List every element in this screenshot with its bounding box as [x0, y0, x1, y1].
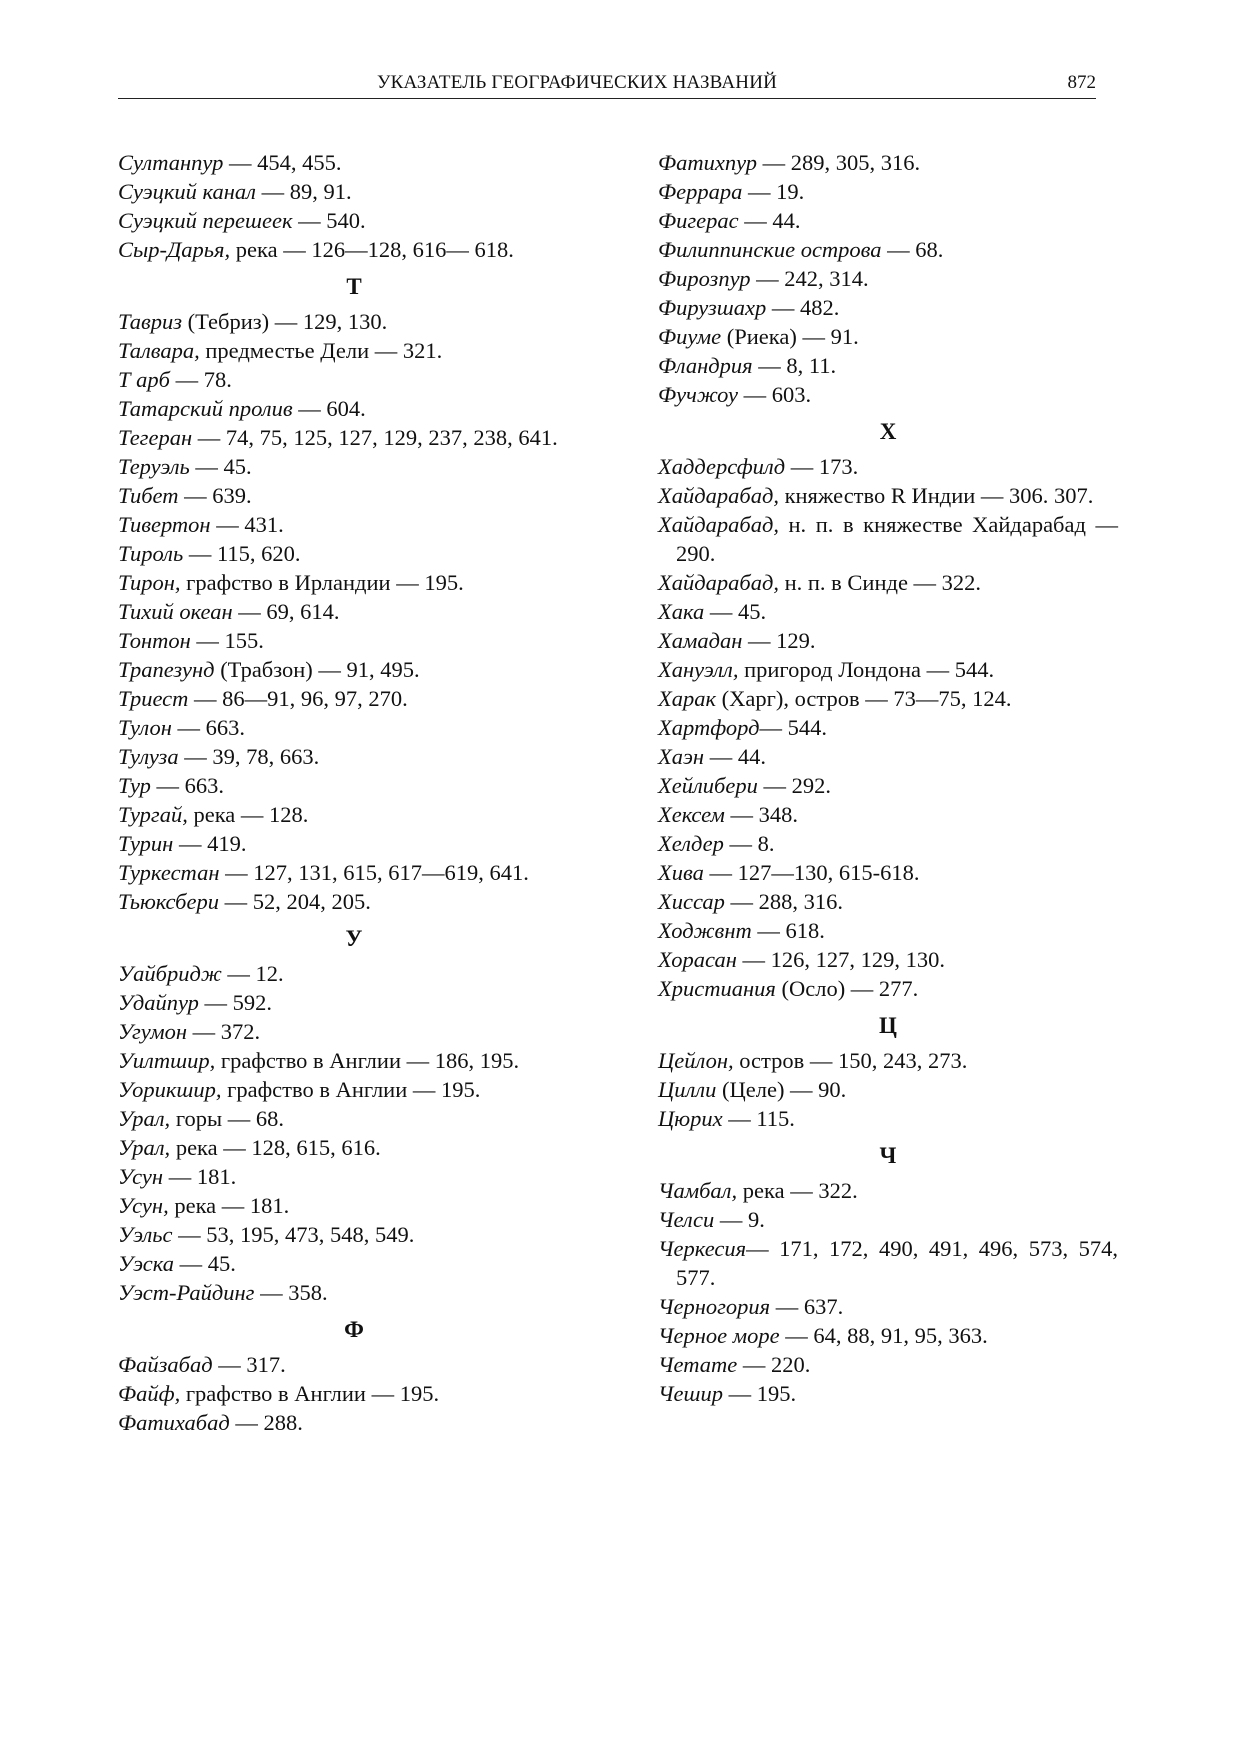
index-entry [658, 264, 1118, 293]
index-entry [658, 351, 1118, 380]
index-entry [658, 742, 1118, 771]
place-name: Хака [658, 599, 705, 624]
index-entry [658, 713, 1118, 742]
page-references: горы — 68. [170, 1106, 284, 1131]
index-entry [118, 365, 590, 394]
place-name: Тегеран [118, 425, 193, 450]
page-references: н. п. в княжестве Хайдарабад — 290. [676, 512, 1118, 566]
place-name: Тулуза [118, 744, 179, 769]
page-references: — 74, 75, 125, 127, 129, 237, 238, 641. [192, 425, 558, 450]
place-name: Фирозпур [658, 266, 751, 291]
index-entry [658, 206, 1118, 235]
place-name: Чамбал, [658, 1178, 738, 1203]
page-references: (Риека) — 91. [721, 324, 859, 349]
place-name: Хайдарабад, [658, 570, 779, 595]
page-references: — 78. [169, 367, 232, 392]
place-name: Черногория [658, 1294, 771, 1319]
place-name: Четате [658, 1352, 738, 1377]
place-name: Тулон [118, 715, 172, 740]
page-references: графство в Ирландии — 195. [180, 570, 464, 595]
page-references: — 242, 314. [750, 266, 869, 291]
page-references: — 317. [212, 1352, 286, 1377]
place-name: Черкесия [658, 1236, 747, 1261]
place-name: Уэска [118, 1251, 174, 1276]
place-name: Цейлон, [658, 1048, 734, 1073]
index-entry [658, 452, 1118, 481]
place-name: Хиссар [658, 889, 725, 914]
place-name: Тироль [118, 541, 184, 566]
index-entry [118, 394, 590, 423]
index-entry [118, 959, 590, 988]
index-entry [658, 626, 1118, 655]
page-references: — 482. [766, 295, 840, 320]
section-letter-h: Х [879, 419, 897, 444]
index-entry [658, 293, 1118, 322]
index-entry [118, 655, 590, 684]
page-references: — 604. [292, 396, 366, 421]
index-entry [658, 1075, 1118, 1104]
page-references: — 292. [757, 773, 831, 798]
place-name: Тьюксбери [118, 889, 219, 914]
page-references: — 289, 305, 316. [757, 150, 921, 175]
index-entry [658, 597, 1118, 626]
place-name: Усун, [118, 1193, 169, 1218]
page-references: — 540. [292, 208, 366, 233]
page-references: — 69, 614. [232, 599, 340, 624]
entry-group-f-left [118, 1350, 590, 1437]
page-references: — 8, 11. [752, 353, 837, 378]
page-references: графство в Англии — 195. [180, 1381, 440, 1406]
page-references: — 173. [785, 454, 859, 479]
index-entry [118, 1017, 590, 1046]
page-references: река — 181. [168, 1193, 290, 1218]
index-entry [118, 1104, 590, 1133]
index-entry [658, 684, 1118, 713]
place-name: Урал, [118, 1135, 171, 1160]
page-references: — 44. [738, 208, 801, 233]
left-column [118, 148, 590, 1437]
page-references: — 618. [751, 918, 825, 943]
index-entry [658, 800, 1118, 829]
place-name: Суэцкий канал [118, 179, 256, 204]
page-references: — 431. [210, 512, 284, 537]
index-entry [658, 1292, 1118, 1321]
place-name: Фиуме [658, 324, 722, 349]
page-references: — 454, 455. [223, 150, 342, 175]
section-letter-ch: Ч [879, 1143, 897, 1168]
place-name: Фигерас [658, 208, 739, 233]
page-references: — 126, 127, 129, 130. [736, 947, 945, 972]
index-entry [658, 916, 1118, 945]
place-name: Хайдарабад, [658, 512, 779, 537]
index-entry [118, 1046, 590, 1075]
place-name: Фатихпур [658, 150, 758, 175]
index-entry [118, 539, 590, 568]
page-references: — 86—91, 96, 97, 270. [188, 686, 408, 711]
page-references: река — 128. [187, 802, 309, 827]
place-name: Туркестан [118, 860, 220, 885]
page-references: — 89, 91. [255, 179, 352, 204]
page-references: река — 322. [737, 1178, 858, 1203]
entry-group-t [118, 307, 590, 916]
page-references: — 45. [189, 454, 252, 479]
place-name: Тур [118, 773, 151, 798]
page-references: — 419. [173, 831, 247, 856]
place-name: Харак [658, 686, 717, 711]
place-name: Тивертон [118, 512, 211, 537]
index-entry [658, 655, 1118, 684]
page-references: — 45. [704, 599, 767, 624]
section-letter-ts: Ц [879, 1013, 897, 1038]
place-name: Файф, [118, 1381, 181, 1406]
index-entry [658, 380, 1118, 409]
index-entry [658, 1234, 1118, 1292]
page-references: — 639. [178, 483, 252, 508]
index-entry [658, 945, 1118, 974]
index-entry [118, 626, 590, 655]
page-references: — 127—130, 615-618. [703, 860, 920, 885]
place-name: Триест [118, 686, 189, 711]
place-name: Христиания [658, 976, 776, 1001]
index-entry [658, 322, 1118, 351]
place-name: Хексем [658, 802, 725, 827]
page-references: — 663. [150, 773, 225, 798]
place-name: Цюрих [658, 1106, 723, 1131]
index-entry [118, 206, 590, 235]
index-entry [118, 1278, 590, 1307]
index-entry [118, 481, 590, 510]
page-references: — 220. [737, 1352, 811, 1377]
place-name: Фирузшахр [658, 295, 767, 320]
page-title: УКАЗАТЕЛЬ ГЕОГРАФИЧЕСКИХ НАЗВАНИЙ [376, 72, 778, 93]
place-name: Уорикшир, [118, 1077, 222, 1102]
index-entry [658, 568, 1118, 597]
place-name: Трапезунд [118, 657, 215, 682]
index-entry [118, 568, 590, 597]
page-references: (Трабзон) — 91, 495. [214, 657, 420, 682]
page-references: — 637. [770, 1294, 844, 1319]
index-entry [118, 1220, 590, 1249]
index-entry [658, 1176, 1118, 1205]
page-references: — 155. [190, 628, 264, 653]
index-entry [658, 887, 1118, 916]
index-entry [658, 858, 1118, 887]
page-references: — 372. [187, 1019, 261, 1044]
section-letter-t: Т [346, 274, 362, 299]
place-name: Черное море [658, 1323, 780, 1348]
index-entry [658, 974, 1118, 1003]
index-entry [118, 597, 590, 626]
page-references: (Осло) — 277. [775, 976, 919, 1001]
page-references: предместье Дели — 321. [199, 338, 443, 363]
entry-group-f-right [658, 148, 1118, 409]
index-entry [658, 481, 1118, 510]
place-name: Хорасан [658, 947, 737, 972]
page-references: (Харг), остров — 73—75, 124. [716, 686, 1012, 711]
page-number: 872 [1067, 72, 1096, 93]
entry-group-h [658, 452, 1118, 1003]
place-name: Тирон, [118, 570, 181, 595]
entry-group-ts [658, 1046, 1118, 1133]
page-references: — 127, 131, 615, 617—619, 641. [219, 860, 529, 885]
index-entry [658, 235, 1118, 264]
entry-group-ch [658, 1176, 1118, 1408]
index-entry [118, 177, 590, 206]
entry-group-u [118, 959, 590, 1307]
page-references: — 8. [723, 831, 775, 856]
page-references: — 53, 195, 473, 548, 549. [172, 1222, 415, 1247]
place-name: Чешир [658, 1381, 723, 1406]
index-entry [118, 235, 590, 264]
place-name: Тонтон [118, 628, 191, 653]
page-references: — 9. [714, 1207, 765, 1232]
index-entry [118, 771, 590, 800]
index-entry [118, 452, 590, 481]
page-references: — 181. [163, 1164, 237, 1189]
page-references: — 12. [221, 961, 284, 986]
place-name: Ходжвнт [658, 918, 752, 943]
place-name: Уилтшир, [118, 1048, 216, 1073]
place-name: Султанпур [118, 150, 224, 175]
place-name: Сыр-Дарья, [118, 237, 231, 262]
place-name: Уэст-Райдинг [118, 1280, 255, 1305]
right-column [658, 148, 1118, 1408]
index-entry [118, 684, 590, 713]
place-name: Феррара [658, 179, 743, 204]
index-entry [118, 1379, 590, 1408]
place-name: Фучжоу [658, 382, 738, 407]
place-name: Хелдер [658, 831, 724, 856]
place-name: Хейлибери [658, 773, 758, 798]
index-entry [118, 1191, 590, 1220]
page-references: река — 126—128, 616— 618. [230, 237, 514, 262]
index-entry [118, 1350, 590, 1379]
index-entry [118, 1408, 590, 1437]
place-name: Хартфорд [658, 715, 760, 740]
page-references: (Тебриз) — 129, 130. [182, 309, 388, 334]
page-references: (Целе) — 90. [716, 1077, 847, 1102]
page-references: — 68. [881, 237, 944, 262]
page-references: — 64, 88, 91, 95, 363. [779, 1323, 988, 1348]
place-name: Урал, [118, 1106, 171, 1131]
index-entry [118, 336, 590, 365]
place-name: Фатихабад [118, 1410, 230, 1435]
page-references: — 115, 620. [183, 541, 301, 566]
page-references: графство в Англии — 186, 195. [215, 1048, 520, 1073]
place-name: Челси [658, 1207, 715, 1232]
page-references: река — 128, 615, 616. [170, 1135, 381, 1160]
index-entry [118, 800, 590, 829]
index-entry [118, 713, 590, 742]
place-name: Угумон [118, 1019, 187, 1044]
page-references: — 19. [742, 179, 805, 204]
place-name: Тургай, [118, 802, 188, 827]
page-references: — 288. [229, 1410, 303, 1435]
page-references: — 348. [724, 802, 798, 827]
index-entry [118, 307, 590, 336]
page-references: — 592. [198, 990, 273, 1015]
place-name: Талвара, [118, 338, 200, 363]
index-entry [118, 829, 590, 858]
place-name: Тавриз [118, 309, 182, 334]
page-references: — 52, 204, 205. [218, 889, 371, 914]
place-name: Хаддерсфилд [658, 454, 786, 479]
index-entry [118, 510, 590, 539]
page-references: — 115. [722, 1106, 795, 1131]
place-name: Суэцкий перешеек [118, 208, 293, 233]
page-references: графство в Англии — 195. [221, 1077, 481, 1102]
place-name: Теруэль [118, 454, 190, 479]
place-name: Тихий океан [118, 599, 233, 624]
index-entry [658, 148, 1118, 177]
page-references: — 39, 78, 663. [178, 744, 320, 769]
index-entry [118, 1075, 590, 1104]
place-name: Турин [118, 831, 174, 856]
index-entry [118, 742, 590, 771]
place-name: Хаэн [658, 744, 705, 769]
place-name: Файзабад [118, 1352, 213, 1377]
index-entry [658, 1104, 1118, 1133]
place-name: Татарский пролив [118, 396, 293, 421]
page-references: н. п. в Синде — 322. [778, 570, 982, 595]
place-name: Хамадан [658, 628, 743, 653]
page-references: — 663. [171, 715, 245, 740]
index-entry [118, 1162, 590, 1191]
running-head [118, 72, 1096, 99]
place-name: Удайпур [118, 990, 199, 1015]
index-entry [658, 177, 1118, 206]
place-name: Усун [118, 1164, 164, 1189]
place-name: Тибет [118, 483, 179, 508]
place-name: Т арб [118, 367, 170, 392]
place-name: Хануэлл, [658, 657, 739, 682]
page-references: — 45. [173, 1251, 236, 1276]
page-references: пригород Лондона — 544. [738, 657, 995, 682]
index-entry [118, 887, 590, 916]
page-references: — 544. [759, 715, 827, 740]
index-entry [658, 1321, 1118, 1350]
index-entry [658, 1379, 1118, 1408]
page-references: — 129. [742, 628, 816, 653]
index-entry [118, 148, 590, 177]
index-entry [658, 1205, 1118, 1234]
place-name: Цилли [658, 1077, 717, 1102]
page-references: — 195. [722, 1381, 797, 1406]
index-entry [118, 988, 590, 1017]
index-entry [658, 829, 1118, 858]
place-name: Уэльс [118, 1222, 173, 1247]
index-entry [118, 858, 590, 887]
page-references: — 603. [737, 382, 812, 407]
page-references: — 358. [254, 1280, 328, 1305]
place-name: Уайбридж [118, 961, 222, 986]
index-entry [658, 771, 1118, 800]
page-references: — 288, 316. [724, 889, 844, 914]
page-references: — 171, 172, 490, 491, 496, 573, 574, 577. [676, 1236, 1118, 1290]
page-references: — 44. [704, 744, 766, 769]
index-entry [658, 1046, 1118, 1075]
place-name: Хайдарабад, [658, 483, 779, 508]
index-entry [658, 1350, 1118, 1379]
place-name: Хива [658, 860, 704, 885]
index-entry [658, 510, 1118, 568]
place-name: Филиппинские острова [658, 237, 882, 262]
index-entry [118, 423, 590, 452]
index-entry [118, 1249, 590, 1278]
index-entry [118, 1133, 590, 1162]
page-references: остров — 150, 243, 273. [733, 1048, 968, 1073]
section-letter-u: У [345, 926, 363, 951]
page-references: княжество R Индии — 306. 307. [778, 483, 1094, 508]
entry-group-s [118, 148, 590, 264]
section-letter-f: Ф [344, 1317, 364, 1342]
place-name: Фландрия [658, 353, 753, 378]
